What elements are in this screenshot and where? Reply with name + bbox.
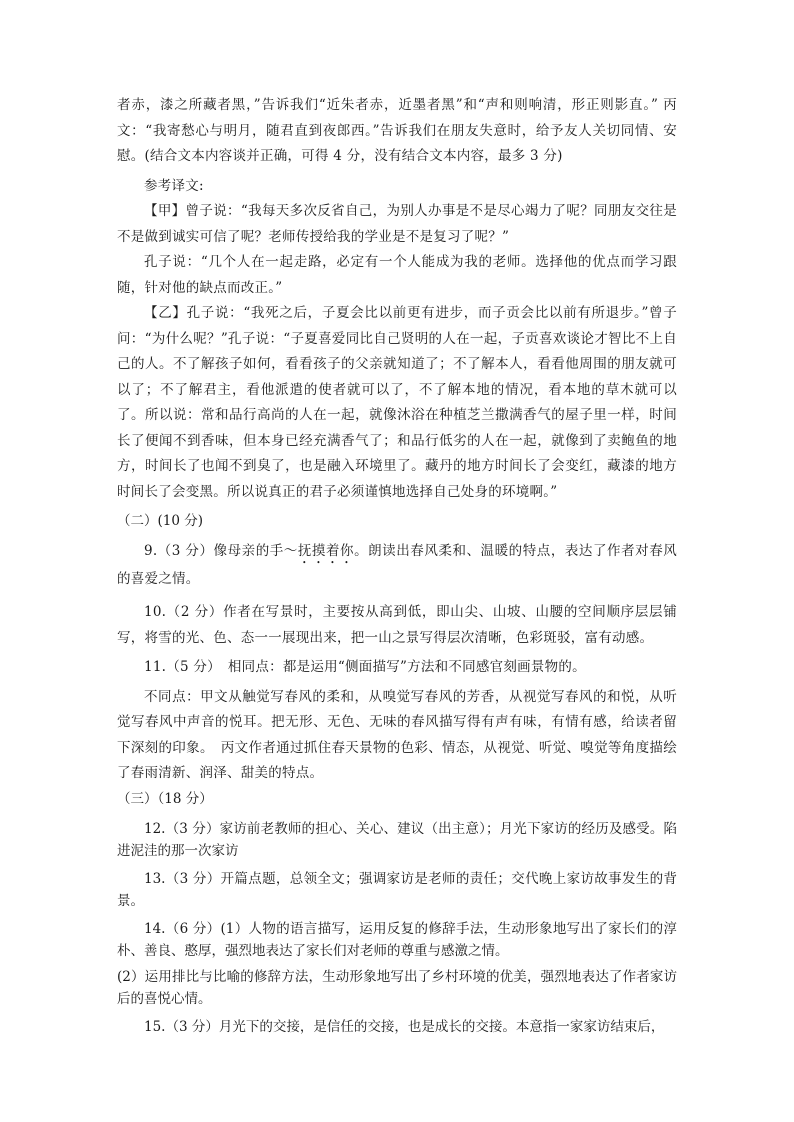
section-3-title: （三）（18 分） <box>117 790 213 807</box>
answer-q9 <box>117 539 677 593</box>
answer-q10: 10.（2 分）作者在写景时，主要按从高到低，即山尖、山坡、山腰的空间顺序层层铺写，将雪的光、色、态一一展现出来，把一山之景写得层次清晰，色彩斑驳，富有动感。 <box>117 604 677 646</box>
q9-suffix: 。朗读出春风柔和、温暖的特点，表达了作者对春风的喜爱之情。 <box>117 542 678 587</box>
q9-wave: 〜 <box>283 542 298 559</box>
translation-yi: 【乙】孔子说：“我死之后，子夏会比以前更有进步，而子贡会比以前有所退步。”曾子问：“为什么呢？”孔子说：“子夏喜爱同比自己贤明的人在一起，子贡喜欢谈论才智比不上自己的人。不了解孩子如何，看看孩子的父亲就知道了；不了解本人，看看他周围的朋友就可以了；不了解君主，看他派遣的使者就可以了，不了解本地的情况，看本地的草木就可以了。所以说：常和品行高尚的人在一起，就像沐浴在种植芝兰撒满香气的屋子里一样，时间长了便闻不到香味，但本身已经充满香气了；和品行低劣的人在一起，就像到了卖鲍鱼的地方，时间长了也闻不到臭了，也是融入环境里了。藏丹的地方时间长了会变红，藏漆的地方时间长了会变黑。所以说真正的君子必须谨慎地选择自己处身的环境啊。” <box>117 305 677 500</box>
answer-q13: 13.（3 分）开篇点题，总领全文；强调家访是老师的责任；交代晚上家访故事发生的背景。 <box>117 871 677 909</box>
answer-q12: 12.（3 分）家访前老教师的担心、关心、建议（出主意）；月光下家访的经历及感受。陷进泥洼的那一次家访 <box>117 821 677 859</box>
document-body <box>117 93 677 1038</box>
answer-q14-part1: 14.（6 分）(1）人物的语言描写，运用反复的修辞手法，生动形象地写出了家长们的淳朴、善良、憨厚，强烈地表达了家长们对老师的尊重与感激之情。 <box>117 921 677 959</box>
answer-q15: 15.（3 分）月光下的交接，是信任的交接，也是成长的交接。本意指一家家访结束后， <box>144 1019 665 1035</box>
reference-translation-title: 参考译文: <box>144 177 204 194</box>
answer-paragraph-intro: 者赤，漆之所藏者黑，”告诉我们“近朱者赤，近墨者黑”和“声和则响清，形正则影直。” 丙文：“我寄愁心与明月，随君直到夜郎西。”告诉我们在朋友失意时，给予友人关切同情、安慰。(结合文本内容谈并正确，可得 4 分，没有结合文本内容，最多 3 分) <box>117 97 677 164</box>
answer-q11-similar: 11.（5 分） 相同点：都是运用“侧面描写”方法和不同感官刻画景物的。 <box>144 659 586 675</box>
q9-emphasis: 抚摸着你 <box>297 542 355 559</box>
q9-prefix: 9.（3 分）像母亲的手 <box>144 542 284 559</box>
answer-q14-part2: (2）运用排比与比喻的修辞方法，生动形象地写出了乡村环境的优美，强烈地表达了作者家访后的喜悦心情。 <box>117 969 677 1007</box>
answer-q11-different: 不同点：甲文从触觉写春风的柔和，从嗅觉写春风的芳香，从视觉写春风的和悦，从听觉写春风中声音的悦耳。把无形、无色、无味的春风描写得有声有味，有情有感，给读者留下深刻的印象。 丙文作者通过抓住春天景物的色彩、情态，从视觉、听觉、嗅觉等角度描绘了春雨清新、润泽、甜美的特点。 <box>117 688 677 781</box>
translation-jia-2: 孔子说：“几个人在一起走路，必定有一个人能成为我的老师。选择他的优点而学习跟随，针对他的缺点而改正。” <box>117 254 677 296</box>
section-2-title: （二）(10 分) <box>117 513 204 529</box>
translation-jia-1: 【甲】曾子说：“我每天多次反省自己，为别人办事是不是尽心竭力了呢？同朋友交往是不是做到诚实可信了呢？老师传授给我的学业是不是复习了呢？” <box>117 203 677 245</box>
